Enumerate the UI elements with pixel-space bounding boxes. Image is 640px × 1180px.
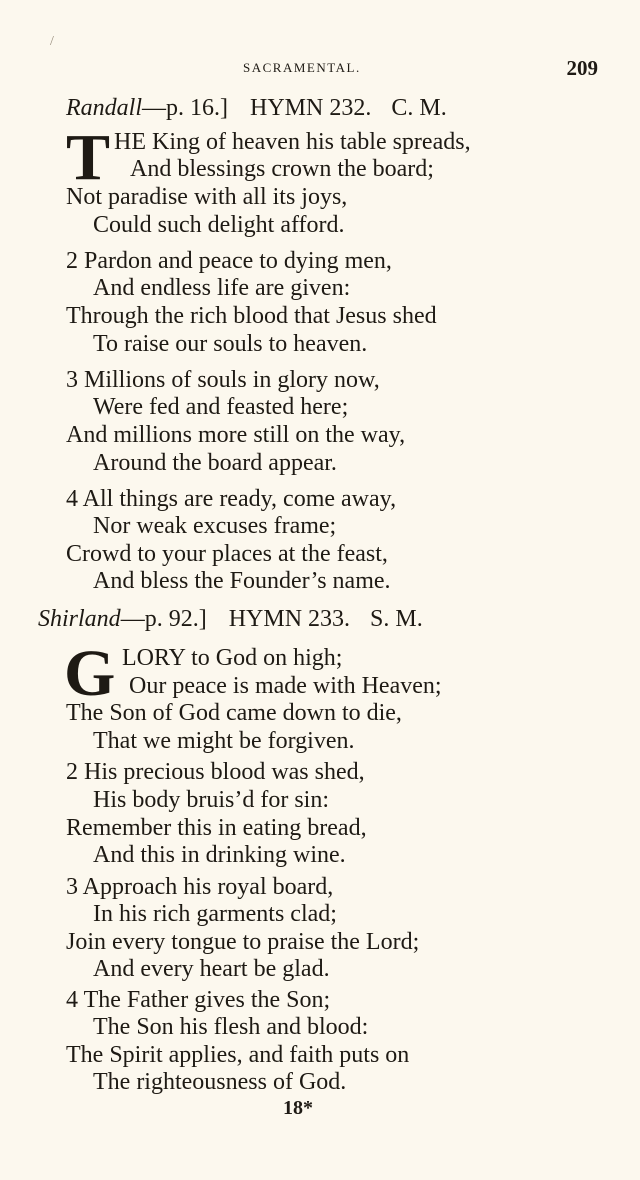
verse-line: That we might be forgiven.	[93, 728, 355, 754]
drop-cap: T	[66, 121, 111, 194]
hymn-number: HYMN 233.	[228, 606, 351, 632]
verse-line: And endless life are given:	[93, 275, 351, 301]
hymn-meter: S. M.	[370, 606, 423, 632]
verse-line: 3 Millions of souls in glory now,	[66, 367, 380, 393]
verse-line: 3 Approach his royal board,	[66, 874, 334, 900]
verse-line: And blessings crown the board;	[130, 156, 434, 182]
hymn-232-heading	[66, 95, 447, 122]
tune-name: Randall	[66, 95, 142, 121]
tune-name: Shirland	[38, 606, 121, 632]
verse-line: 2 Pardon and peace to dying men,	[66, 248, 392, 274]
verse-line: The righteousness of God.	[93, 1069, 347, 1095]
verse-line: HE King of heaven his table spreads,	[114, 129, 471, 155]
verse-line: Our peace is made with Heaven;	[129, 673, 442, 699]
verse-line: And bless the Founder’s name.	[93, 568, 391, 594]
verse-line: And this in drinking wine.	[93, 842, 346, 868]
hymn-233-heading	[38, 606, 423, 633]
verse-line: Could such delight afford.	[93, 212, 345, 238]
verse-line: The Son his flesh and blood:	[93, 1014, 369, 1040]
tune-reference: —p. 16.]	[142, 95, 228, 121]
verse-line: And millions more still on the way,	[66, 422, 406, 448]
verse-line: LORY to God on high;	[122, 645, 343, 671]
verse-line: Join every tongue to praise the Lord;	[66, 929, 420, 955]
page-header	[0, 56, 640, 86]
verse-line: Remember this in eating bread,	[66, 815, 367, 841]
verse-line: Around the board appear.	[93, 450, 337, 476]
hymn-number: HYMN 232.	[250, 95, 372, 121]
running-head: SACRAMENTAL.	[243, 60, 361, 75]
verse-line: Not paradise with all its joys,	[66, 184, 348, 210]
verse-line: The Son of God came down to die,	[66, 700, 402, 726]
verse-line: Through the rich blood that Jesus shed	[66, 303, 437, 329]
verse-line: Nor weak excuses frame;	[93, 513, 337, 539]
hymn-meter: C. M.	[391, 95, 447, 121]
verse-line: His body bruis’d for sin:	[93, 787, 329, 813]
verse-line: Were fed and feasted here;	[93, 394, 349, 420]
drop-cap: G	[64, 637, 116, 710]
stray-pencil-mark: /	[50, 34, 54, 49]
verse-line: And every heart be glad.	[93, 956, 330, 982]
verse-line: 4 All things are ready, come away,	[66, 486, 397, 512]
signature-mark: 18*	[283, 1097, 313, 1119]
verse-line: 2 His precious blood was shed,	[66, 759, 365, 785]
verse-line: To raise our souls to heaven.	[93, 331, 368, 357]
verse-line: 4 The Father gives the Son;	[66, 987, 331, 1013]
tune-reference: —p. 92.]	[120, 606, 207, 632]
verse-line: In his rich garments clad;	[93, 901, 337, 927]
verse-line: The Spirit applies, and faith puts on	[66, 1042, 410, 1068]
page-number: 209	[566, 56, 598, 80]
verse-line: Crowd to your places at the feast,	[66, 541, 388, 567]
